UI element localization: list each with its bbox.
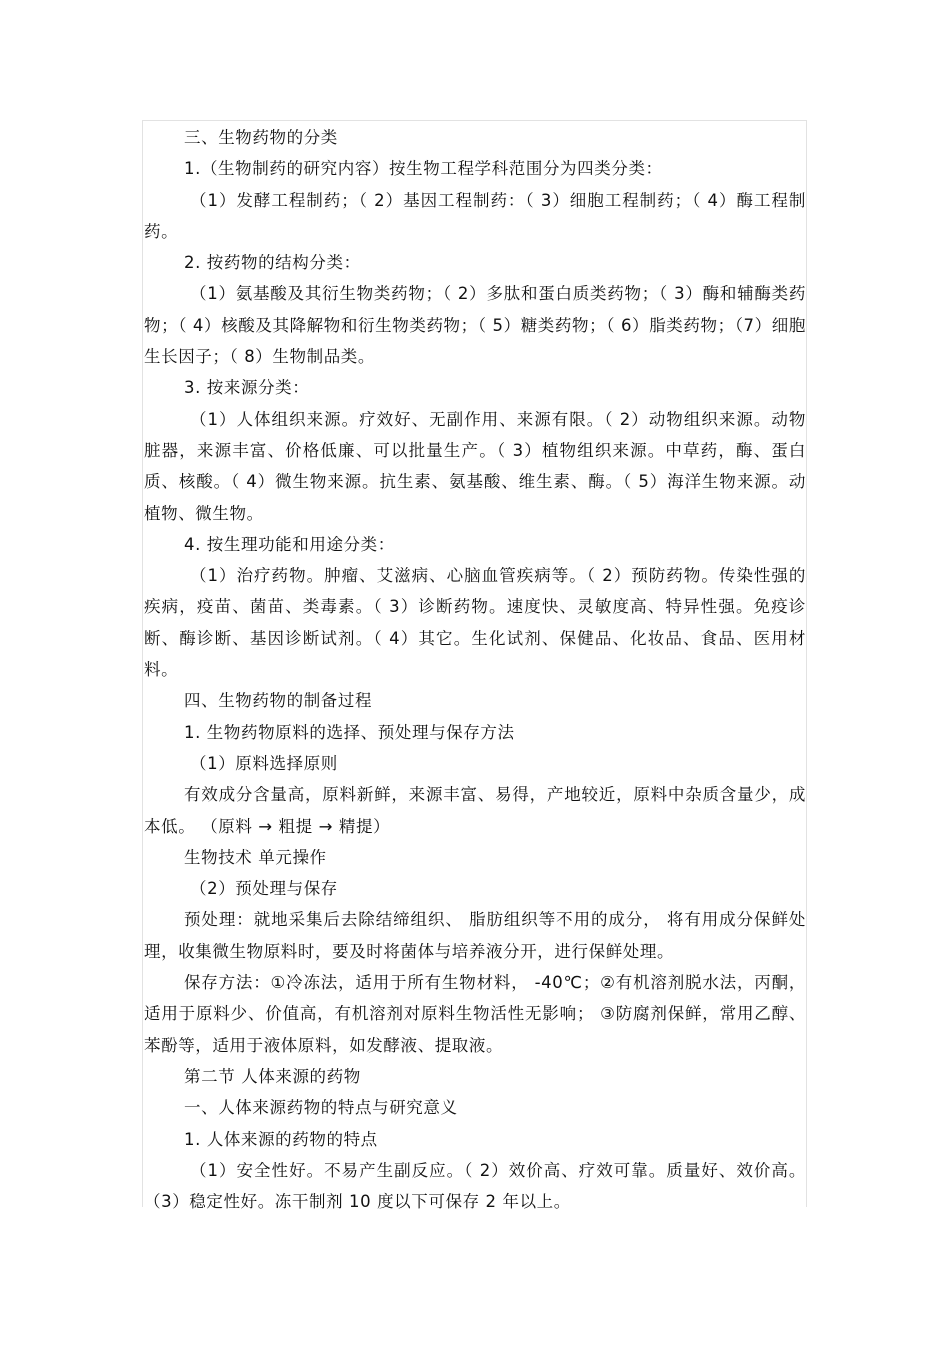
- subheading-human-features: 1. 人体来源的药物的特点: [184, 1129, 378, 1149]
- paragraph-storage-methods: 保存方法：①冷冻法，适用于所有生物材料， -40℃；②有机溶剂脱水法，丙酮，适用于原料少、价值高，有机溶剂对原料生物活性无影响； ③防腐剂保鲜，常用乙醇、苯酚等，适用于液体原料，如发酵液、提取液。: [144, 973, 806, 1055]
- section-heading-classification: 三、生物药物的分类: [184, 128, 338, 147]
- paragraph-pretreatment-title: （2）预处理与保存: [190, 879, 338, 899]
- section-heading-preparation: 四、生物药物的制备过程: [184, 691, 373, 711]
- document-body: [144, 122, 806, 1217]
- subheading-by-structure: 2. 按药物的结构分类：: [184, 253, 361, 273]
- paragraph-biotech-ops: 生物技术 单元操作: [184, 847, 327, 867]
- paragraph-function-types: （1）治疗药物。肿瘤、艾滋病、心脑血管疾病等。（ 2）预防药物。传染性强的疾病，疫苗、菌苗、类毒素。（ 3）诊断药物。速度快、灵敏度高、特异性强。免疫诊断、酶诊断、基因诊断试剂。（ 4）其它。生化试剂、保健品、化妆品、食品、医用材料。: [144, 566, 806, 680]
- subheading-by-engineering: 1.（生物制药的研究内容）按生物工程学科范围分为四类分类：: [184, 159, 663, 179]
- paragraph-selection-principle: （1）原料选择原则: [190, 753, 338, 773]
- subheading-by-function: 4. 按生理功能和用途分类：: [184, 534, 395, 554]
- paragraph-selection-detail: 有效成分含量高，原料新鲜，来源丰富、易得，产地较近，原料中杂质含量少，成本低。 （原料 → 粗提 → 精提）: [144, 785, 806, 836]
- paragraph-structure-types: （1）氨基酸及其衍生物类药物；（ 2）多肽和蛋白质类药物；（ 3）酶和辅酶类药物；（ 4）核酸及其降解物和衍生物类药物；（ 5）糖类药物；（ 6）脂类药物；（7）细胞生长因子；（ 8）生物制品类。: [144, 284, 806, 367]
- paragraph-engineering-types: （1）发酵工程制药；（ 2）基因工程制药：（ 3）细胞工程制药；（ 4）酶工程制药。: [144, 190, 806, 241]
- paragraph-human-features: （1）安全性好。不易产生副反应。（ 2）效价高、疗效可靠。质量好、效价高。（3）稳定性好。冻干制剂 10 度以下可保存 2 年以上。: [144, 1160, 806, 1212]
- section-heading-human-source: 第二节 人体来源的药物: [184, 1066, 361, 1086]
- paragraph-pretreatment: 预处理：就地采集后去除结缔组织、 脂肪组织等不用的成分， 将有用成分保鲜处理，收集微生物原料时，要及时将菌体与培养液分开，进行保鲜处理。: [144, 910, 806, 961]
- section-heading-features: 一、人体来源药物的特点与研究意义: [184, 1098, 458, 1118]
- subheading-by-source: 3. 按来源分类：: [184, 378, 310, 398]
- subheading-raw-material: 1. 生物药物原料的选择、预处理与保存方法: [184, 722, 515, 742]
- paragraph-source-types: （1）人体组织来源。疗效好、无副作用、来源有限。（ 2）动物组织来源。动物脏器，来源丰富、价格低廉、可以批量生产。（ 3）植物组织来源。中草药，酶、蛋白质、核酸。（ 4）微生物来源。抗生素、氨基酸、维生素、酶。（ 5）海洋生物来源。动植物、微生物。: [144, 409, 806, 523]
